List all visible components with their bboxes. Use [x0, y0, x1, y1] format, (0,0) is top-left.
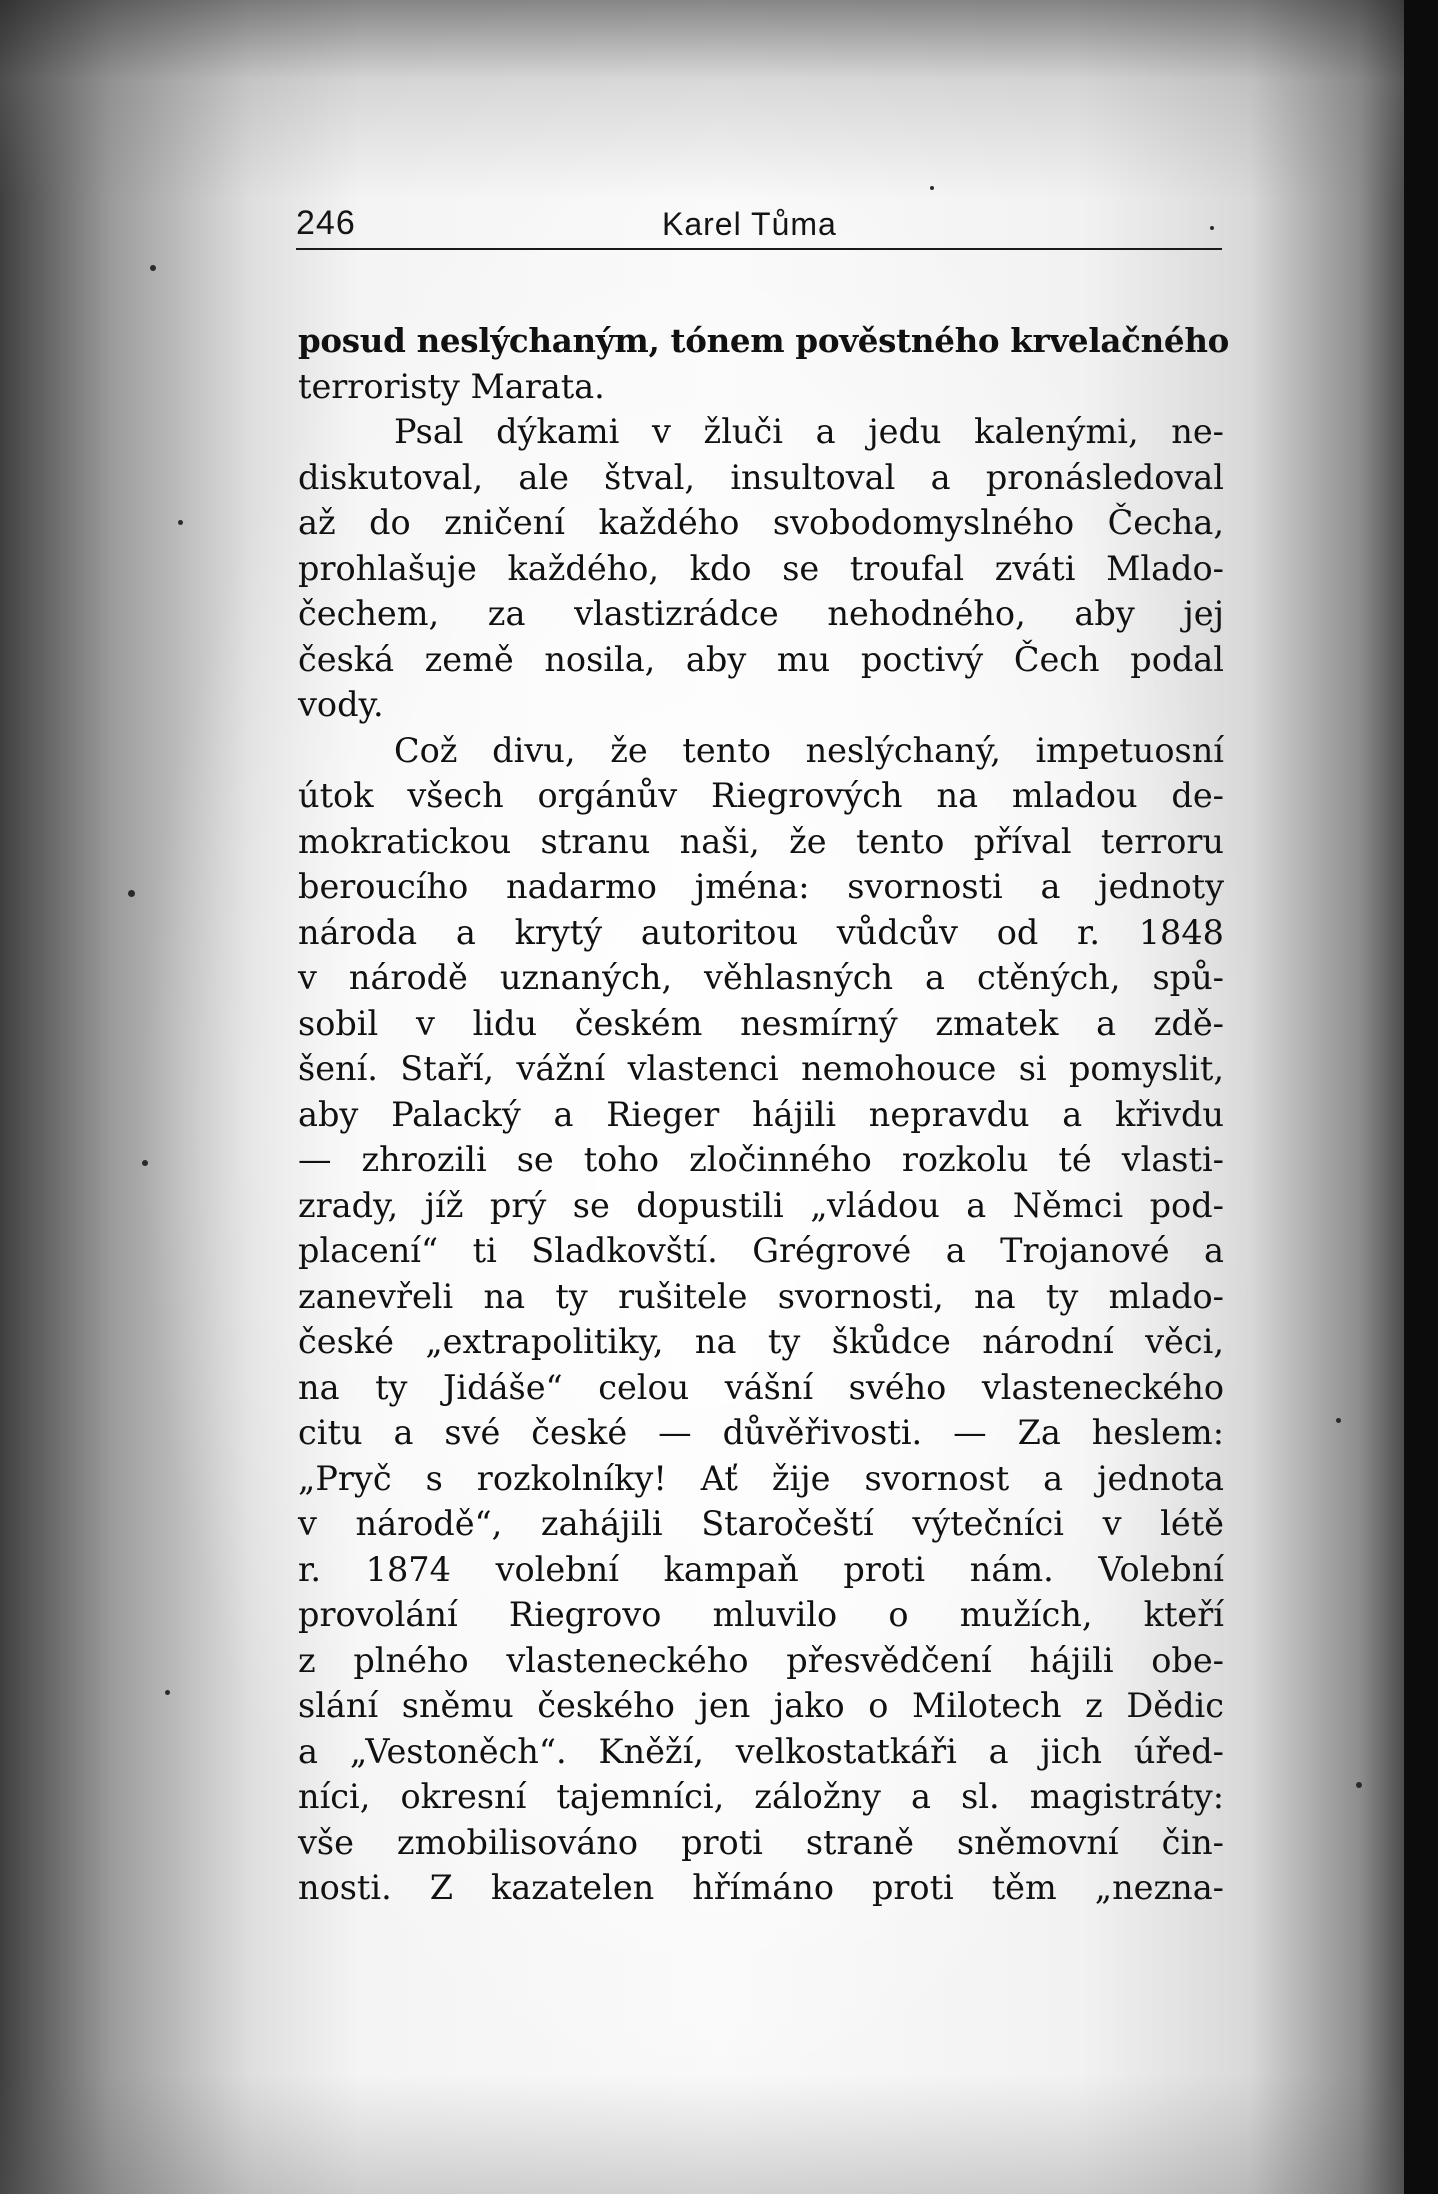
text-line: z plného vlasteneckého přesvědčení hájili obe-	[298, 1640, 1224, 1680]
text-line: na ty Jidáše“ celou vášní svého vlasteneckého	[298, 1367, 1224, 1407]
scan-edge-right	[1404, 0, 1438, 2194]
text-line: — zhrozili se toho zločinného rozkolu té vlasti-	[298, 1140, 1224, 1179]
text-line: placení“ ti Sladkovští. Grégrové a Trojanové a	[298, 1231, 1224, 1270]
body-text	[298, 318, 1230, 1911]
text-line: až do zničení každého svobodomyslného Čecha,	[298, 503, 1224, 542]
text-line: v národě uznaných, věhlasných a ctěných, spů-	[298, 958, 1224, 997]
text-line: prohlašuje každého, kdo se troufal zváti Mlado-	[298, 548, 1224, 588]
text-line: útok všech orgánův Riegrových na mladou de-	[298, 776, 1224, 815]
text-line: vody.	[298, 685, 384, 724]
page-header	[296, 202, 1222, 250]
scan-speck	[150, 265, 156, 271]
text-line: „Pryč s rozkolníky! Ať žije svornost a jednota	[298, 1458, 1224, 1498]
scan-speck	[142, 1160, 148, 1166]
text-line: Psal dýkami v žluči a jedu kalenými, ne-	[394, 412, 1224, 451]
text-line: posud neslýchaným, tónem pověstného krvelačného	[298, 321, 1230, 360]
text-line: česká země nosila, aby mu poctivý Čech podal	[298, 639, 1224, 679]
text-line: sobil v lidu českém nesmírný zmatek a zdě-	[298, 1003, 1224, 1043]
text-line: Což divu, že tento neslýchaný, impetuosní	[394, 730, 1224, 770]
text-line: zrady, jíž prý se dopustili „vládou a Němci pod-	[298, 1185, 1224, 1225]
scan-speck	[930, 186, 934, 190]
text-line: národa a krytý autoritou vůdcův od r. 1848	[298, 912, 1224, 952]
text-line: r. 1874 volební kampaň proti nám. Volební	[298, 1549, 1224, 1589]
text-line: čechem, za vlastizrádce nehodného, aby jej	[298, 594, 1224, 633]
scan-speck	[178, 520, 183, 525]
scan-speck	[128, 890, 135, 897]
page-number: 246	[296, 204, 356, 242]
text-line: mokratickou stranu naši, že tento příval terroru	[298, 821, 1224, 861]
text-line: terroristy Marata.	[298, 366, 605, 406]
scan-shadow-bottom	[0, 2074, 1438, 2194]
text-line: diskutoval, ale štval, insultoval a pronásledoval	[298, 457, 1224, 497]
scan-shadow-top	[0, 0, 1438, 200]
scan-speck	[165, 1690, 170, 1695]
text-line: slání sněmu českého jen jako o Milotech z Dědic	[298, 1686, 1224, 1725]
text-line: české „extrapolitiky, na ty škůdce národní věci,	[298, 1322, 1224, 1361]
text-line: aby Palacký a Rieger hájili nepravdu a křivdu	[298, 1094, 1224, 1134]
text-line: v národě“, zahájili Staročeští výtečníci v létě	[298, 1504, 1224, 1543]
text-line: a „Vestoněch“. Kněží, velkostatkáři a jich úřed-	[298, 1731, 1224, 1771]
text-line: beroucího nadarmo jména: svornosti a jednoty	[298, 867, 1224, 906]
scan-speck	[1356, 1782, 1362, 1788]
text-line: vše zmobilisováno proti straně sněmovní čin-	[298, 1822, 1224, 1862]
text-line: provolání Riegrovo mluvilo o mužích, kteří	[298, 1595, 1224, 1634]
scan-speck	[1336, 1418, 1341, 1423]
text-line: zanevřeli na ty rušitele svornosti, na ty mlado-	[298, 1276, 1224, 1316]
running-head: Karel Tůma	[662, 206, 837, 242]
text-line: níci, okresní tajemníci, záložny a sl. magistráty:	[298, 1777, 1224, 1816]
text-line: nosti. Z kazatelen hřímáno proti těm „nezna-	[298, 1868, 1224, 1907]
text-line: šení. Staří, vážní vlastenci nemohouce si pomyslit,	[298, 1049, 1224, 1088]
text-line: citu a své české — důvěřivosti. — Za heslem:	[298, 1413, 1224, 1452]
